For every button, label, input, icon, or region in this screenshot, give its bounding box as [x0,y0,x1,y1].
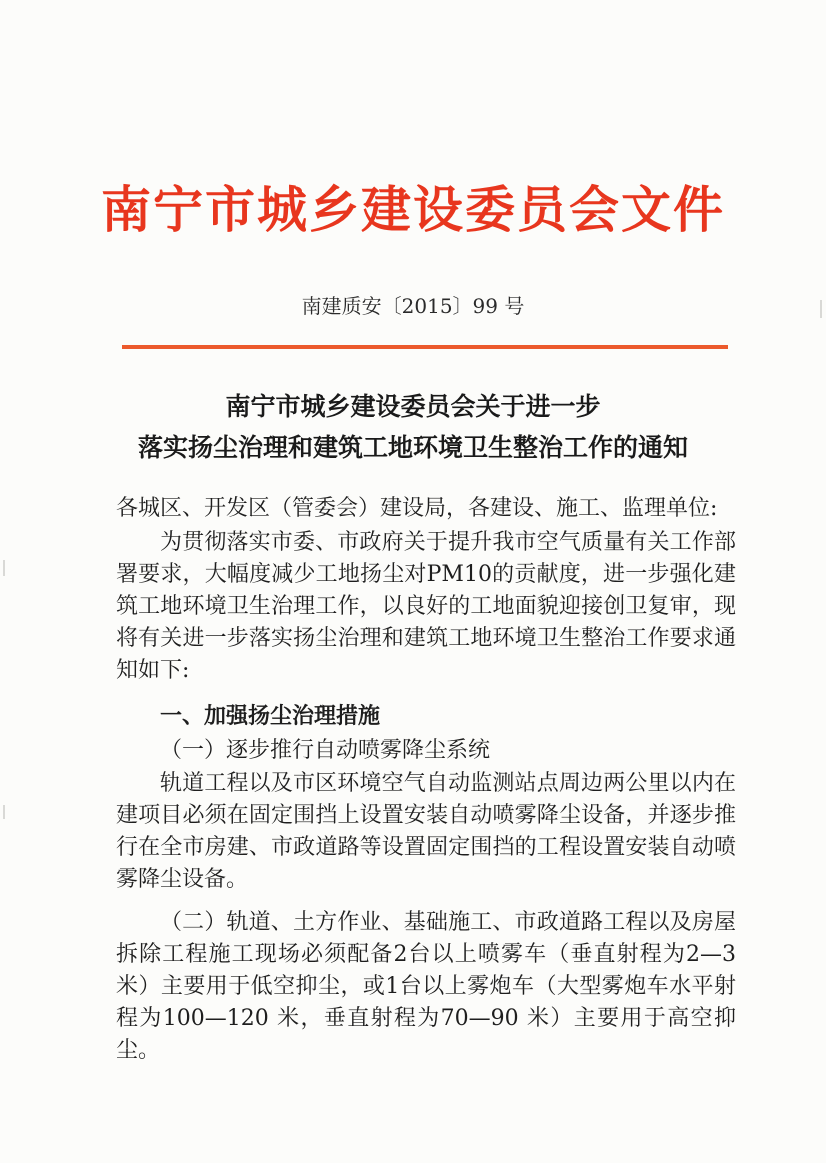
header-divider-line [122,345,728,349]
addressee-line: 各城区、开发区（管委会）建设局，各建设、施工、监理单位: [116,496,718,521]
item-1-paragraph: 轨道工程以及市区环境空气自动监测站点周边两公里以内在建项目必须在固定围挡上设置安装自动喷雾降尘设备，并逐步推行在全市房建、市政道路等设置固定围挡的工程设置安装自动喷雾降尘设备。 [116,771,736,892]
document-number: 南建质安〔2015〕99 号 [301,294,525,318]
document-header-title: 南宁市城乡建设委员会文件 [101,180,725,239]
item-2-paragraph: （二）轨道、土方作业、基础施工、市政道路工程以及房屋拆除工程施工现场必须配备2台以上喷雾车（垂直射程为2—3米）主要用于低空抑尘，或1台以上雾炮车（大型雾炮车水平射程为100—120 米，垂直射程为70—90 米）主要用于高空抑尘。 [116,910,736,1063]
notice-title-line-1: 南宁市城乡建设委员会关于进一步 [225,392,601,421]
item-heading-1: （一）逐步推行自动喷雾降尘系统 [160,738,491,763]
section-heading-1: 一、加强扬尘治理措施 [160,703,381,729]
scan-edge-mark [3,805,5,819]
notice-title-line-2: 落实扬尘治理和建筑工地环境卫生整治工作的通知 [137,433,688,462]
scan-edge-mark [3,560,5,576]
intro-paragraph: 为贯彻落实市委、市政府关于提升我市空气质量有关工作部署要求，大幅度减少工地扬尘对PM10的贡献度，进一步强化建筑工地环境卫生治理工作，以良好的工地面貌迎接创卫复审，现将有关进一步落实扬尘治理和建筑工地环境卫生整治工作要求通知如下: [116,530,736,683]
